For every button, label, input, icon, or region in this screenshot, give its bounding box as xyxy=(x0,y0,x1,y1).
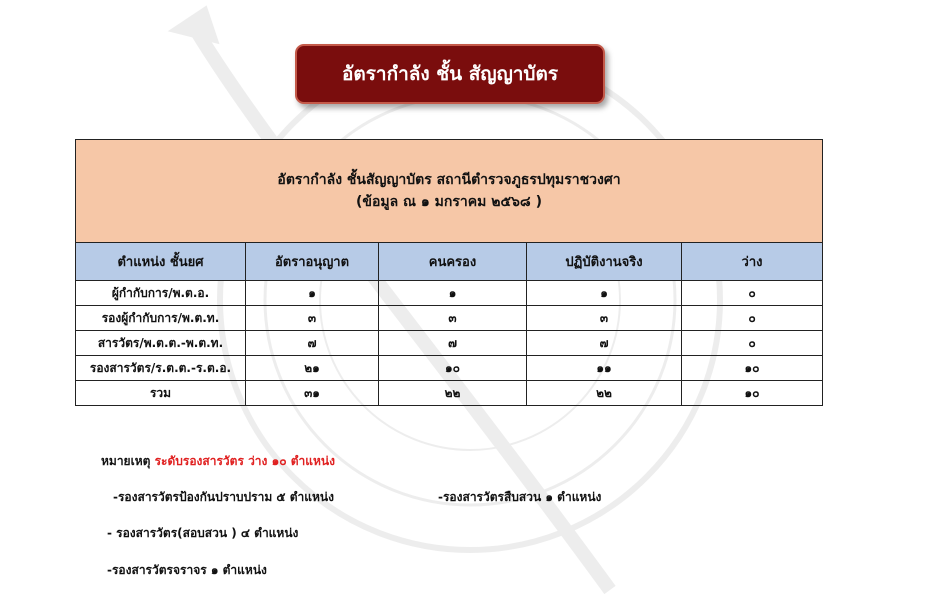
table-row xyxy=(76,356,823,381)
cell-authorized: ๑ xyxy=(246,281,379,306)
column-header-authorized: อัตราอนุญาต xyxy=(246,243,379,281)
table-header-row xyxy=(76,243,823,281)
cell-occupied: ๑ xyxy=(379,281,527,306)
column-header-vacant: ว่าง xyxy=(682,243,823,281)
remark-item: -รองสารวัตรป้องกันปราบปราม ๕ ตำแหน่ง xyxy=(113,490,334,504)
page-title: อัตรากำลัง ชั้น สัญญาบัตร xyxy=(341,63,559,85)
cell-position: รวม xyxy=(76,381,246,406)
cell-vacant: ๐ xyxy=(682,306,823,331)
table-row xyxy=(76,306,823,331)
personnel-strength-table xyxy=(75,139,823,406)
column-header-on-duty: ปฏิบัติงานจริง xyxy=(527,243,682,281)
remark-item: -รองสารวัตรสืบสวน ๑ ตำแหน่ง xyxy=(438,490,602,504)
cell-position: สารวัตร/พ.ต.ต.-พ.ต.ท. xyxy=(76,331,246,356)
cell-on-duty: ๒๒ xyxy=(527,381,682,406)
column-header-occupied: คนครอง xyxy=(379,243,527,281)
cell-vacant: ๐ xyxy=(682,331,823,356)
column-header-position: ตำแหน่ง ชั้นยศ xyxy=(76,243,246,281)
cell-vacant: ๐ xyxy=(682,281,823,306)
remark-line xyxy=(101,452,335,471)
remark-item: - รองสารวัตร(สอบสวน ) ๔ ตำแหน่ง xyxy=(107,526,299,540)
cell-occupied: ๓ xyxy=(379,306,527,331)
remark-label: หมายเหตุ xyxy=(101,454,151,468)
cell-vacant: ๑๐ xyxy=(682,381,823,406)
cell-authorized: ๓๑ xyxy=(246,381,379,406)
cell-occupied: ๗ xyxy=(379,331,527,356)
cell-authorized: ๒๑ xyxy=(246,356,379,381)
cell-occupied: ๒๒ xyxy=(379,381,527,406)
remark-highlight: ระดับรองสารวัตร ว่าง ๑๐ ตำแหน่ง xyxy=(154,454,335,468)
table-caption xyxy=(76,140,823,243)
table-caption-line1: อัตรากำลัง ชั้นสัญญาบัตร สถานีตำรวจภูธรปทุมราชวงศา xyxy=(277,172,621,188)
cell-authorized: ๓ xyxy=(246,306,379,331)
cell-on-duty: ๗ xyxy=(527,331,682,356)
remark-item: -รองสารวัตรจราจร ๑ ตำแหน่ง xyxy=(107,563,267,577)
table-caption-line2: (ข้อมูล ณ ๑ มกราคม ๒๕๖๘ ) xyxy=(355,194,543,210)
cell-position: รองสารวัตร/ร.ต.ต.-ร.ต.อ. xyxy=(76,356,246,381)
table-total-row xyxy=(76,381,823,406)
cell-position: รองผู้กำกับการ/พ.ต.ท. xyxy=(76,306,246,331)
table-row xyxy=(76,281,823,306)
cell-on-duty: ๑๑ xyxy=(527,356,682,381)
cell-authorized: ๗ xyxy=(246,331,379,356)
cell-position: ผู้กำกับการ/พ.ต.อ. xyxy=(76,281,246,306)
cell-occupied: ๑๐ xyxy=(379,356,527,381)
page-title-banner xyxy=(295,44,605,104)
table-row xyxy=(76,331,823,356)
cell-on-duty: ๑ xyxy=(527,281,682,306)
cell-on-duty: ๓ xyxy=(527,306,682,331)
cell-vacant: ๑๐ xyxy=(682,356,823,381)
